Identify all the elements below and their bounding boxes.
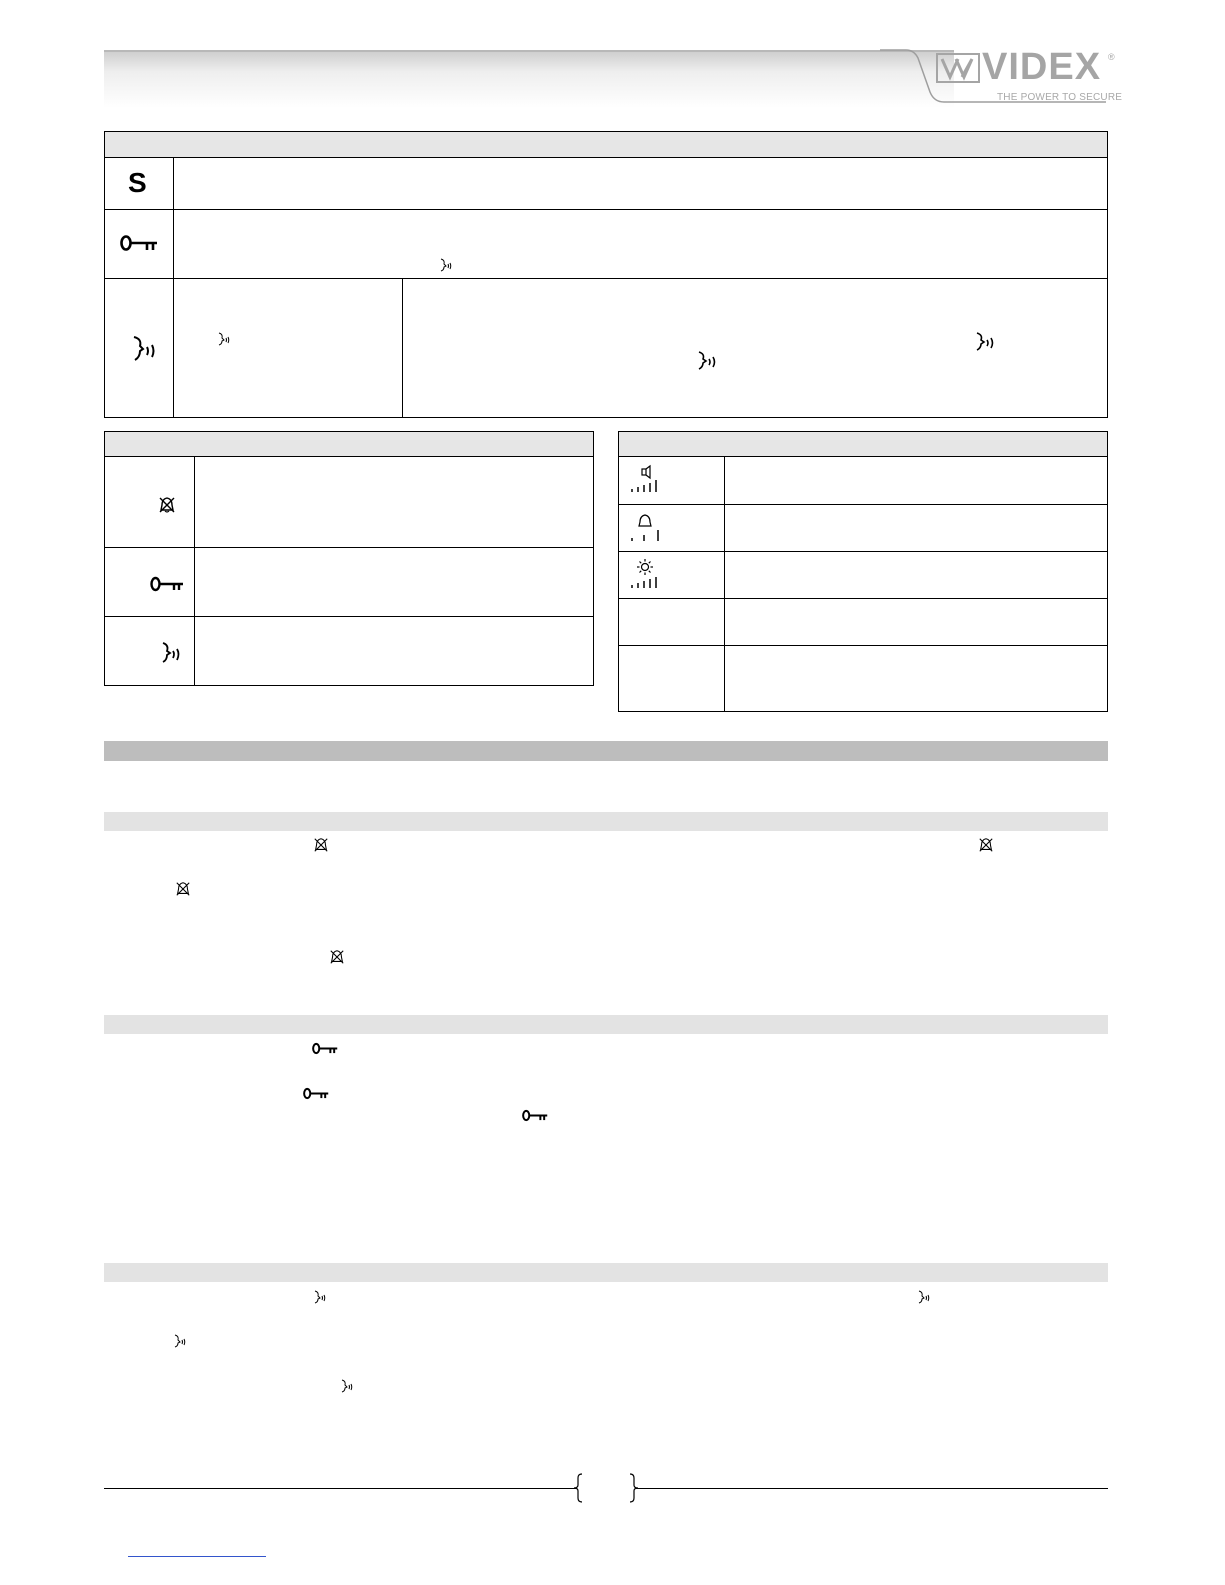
subsection-bar-speech (104, 1263, 1108, 1282)
speech-icon (313, 1289, 329, 1305)
ringer-level-icon (630, 514, 662, 542)
speech-icon (217, 331, 233, 347)
speech-icon (439, 257, 455, 273)
volume-level-icon (630, 465, 662, 493)
bell-mute-icon (329, 949, 345, 965)
bell-mute-icon (175, 881, 191, 897)
key-icon (150, 576, 184, 592)
bell-mute-icon (158, 496, 176, 514)
bell-mute-icon (313, 837, 329, 853)
videx-logo-mark-icon (936, 53, 980, 83)
subsection-bar-privacy (104, 812, 1108, 831)
service-s-icon: S (128, 167, 147, 198)
header-band (104, 50, 954, 108)
bell-mute-icon (978, 837, 994, 853)
footer-link-underline[interactable] (128, 1556, 266, 1557)
brand-tagline: THE POWER TO SECURE (997, 92, 1123, 103)
speech-icon (975, 332, 997, 352)
footer-rule-left (104, 1488, 576, 1489)
speech-icon (132, 335, 158, 363)
key-icon (522, 1109, 548, 1122)
table-header (105, 132, 1107, 157)
settings-icon-table (618, 431, 1108, 712)
footer-rule-right (636, 1488, 1108, 1489)
section-heading-bar (104, 741, 1108, 761)
speech-icon (697, 351, 719, 371)
registered-mark: ® (1108, 52, 1115, 62)
speech-icon (340, 1378, 356, 1394)
table-header (619, 432, 1107, 456)
key-icon (312, 1042, 338, 1055)
button-function-table (104, 131, 1108, 418)
key-icon (303, 1087, 329, 1100)
page-number-bracket (574, 1472, 638, 1504)
videx-logo: VIDEX (982, 46, 1102, 88)
key-icon (120, 234, 158, 252)
table-header (105, 432, 593, 456)
speech-icon (173, 1333, 189, 1349)
brightness-level-icon (630, 559, 662, 589)
subsection-bar-door-release (104, 1015, 1108, 1034)
speech-icon (161, 642, 183, 664)
speech-icon (917, 1289, 933, 1305)
